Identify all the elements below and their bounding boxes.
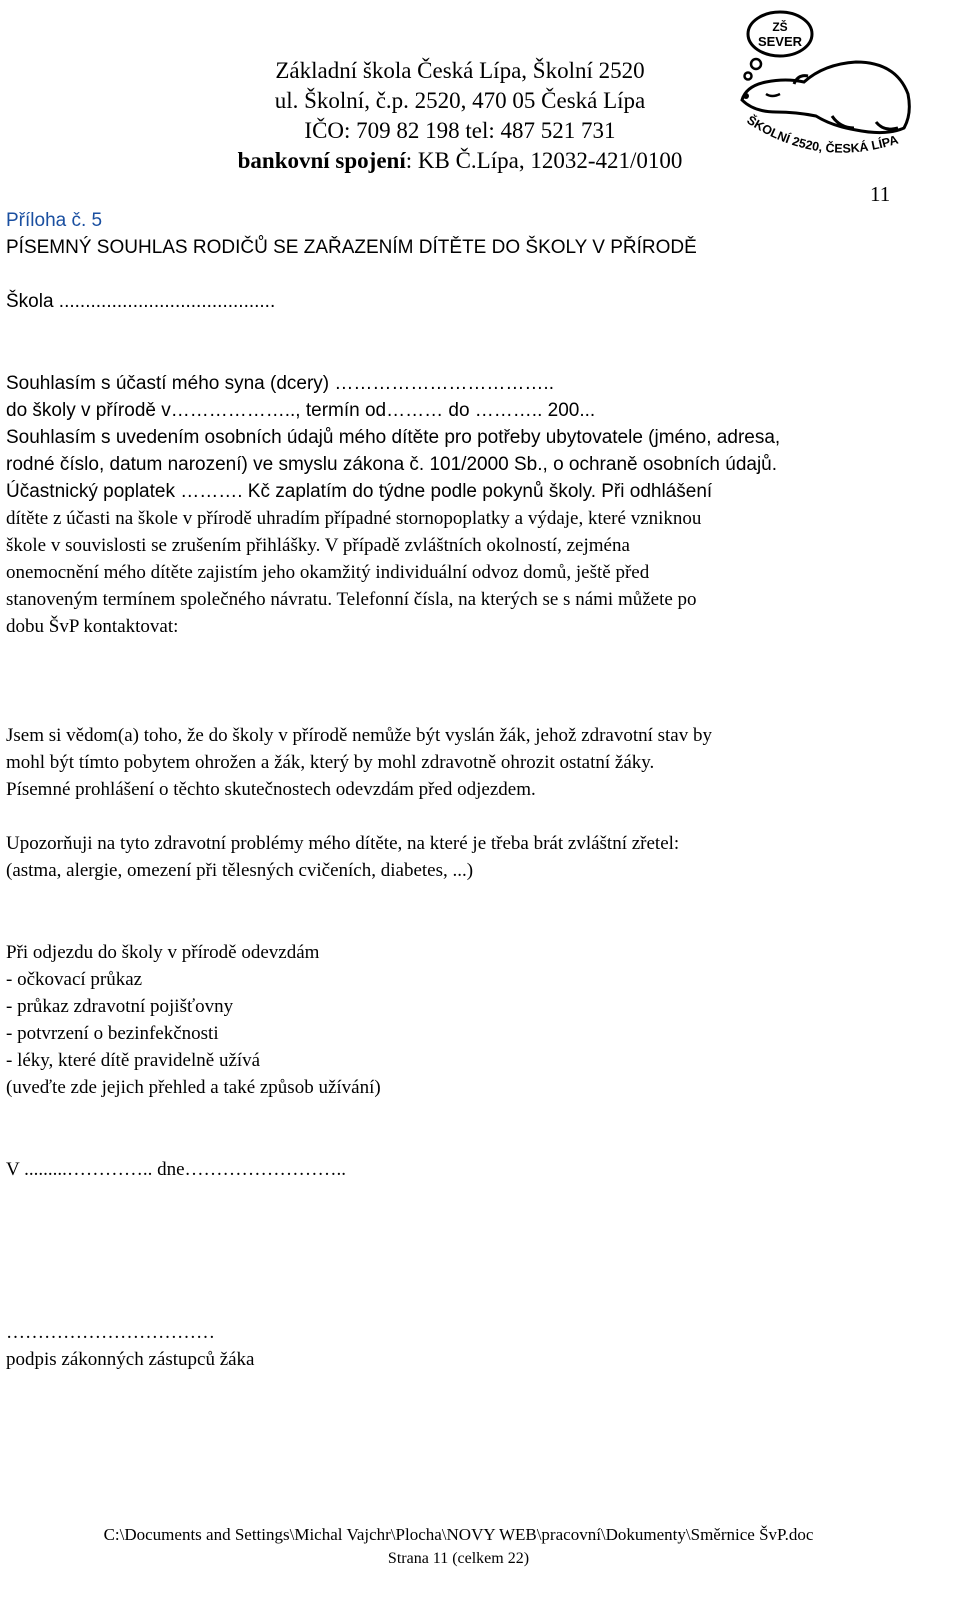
health-statement-line: Písemné prohlášení o těchto skutečnostech odevzdám před odjezdem. — [6, 779, 536, 800]
logo-badge-zs: ZŠ — [772, 20, 788, 34]
departure-item: - potvrzení o bezinfekčnosti — [6, 1023, 219, 1044]
departure-item: - léky, které dítě pravidelně užívá — [6, 1050, 261, 1071]
consent-line: Účastnický poplatek ………. Kč zaplatím do týdne podle pokynů školy. Při odhlášení — [6, 481, 713, 502]
consent-paragraph — [6, 370, 780, 640]
consent-line: škole v souvislosti se zrušením přihlášky. V případě zvláštních okolností, zejména — [6, 535, 630, 556]
attachment-title: PÍSEMNÝ SOUHLAS RODIČŮ SE ZAŘAZENÍM DÍTĚTE DO ŠKOLY V PŘÍRODĚ — [6, 237, 697, 258]
departure-list — [6, 939, 381, 1101]
departure-item: - očkovací průkaz — [6, 969, 143, 990]
bank-value: : KB Č.Lípa, 12032-421/0100 — [405, 148, 683, 173]
logo-badge-sever: SEVER — [757, 34, 803, 49]
polar-bear-icon — [736, 4, 916, 172]
attachment-label: Příloha č. 5 — [6, 210, 103, 231]
header-line-name: Základní škola Česká Lípa, Školní 2520 — [275, 58, 645, 83]
health-problems-line: (astma, alergie, omezení při tělesných cvičeních, diabetes, ...) — [6, 860, 474, 881]
departure-heading: Při odjezdu do školy v přírodě odevzdám — [6, 942, 320, 963]
bank-label: bankovní spojení — [237, 148, 406, 173]
consent-line: Souhlasím s účastí mého syna (dcery) …………………………….. — [6, 373, 554, 394]
place-date-field: V .........………….. dne…………………….. — [6, 1159, 347, 1180]
signature-dots: …………………………… — [6, 1322, 215, 1343]
consent-line: dobu ŠvP kontaktovat: — [6, 616, 179, 637]
signature-label: podpis zákonných zástupců žáka — [6, 1349, 255, 1370]
consent-line: dítěte z účasti na škole v přírodě uhradím případné stornopoplatky a výdaje, které vzniknou — [6, 508, 702, 529]
footer-path: C:\Documents and Settings\Michal Vajchr\Plocha\NOVY WEB\pracovní\Dokumenty\Směrnice ŠvP.doc — [103, 1525, 814, 1544]
consent-line: do školy v přírodě v……………….., termín od……… do ……….. 200... — [6, 400, 596, 421]
health-statement — [6, 722, 712, 803]
consent-line: Souhlasím s uvedením osobních údajů mého dítěte pro potřeby ubytovatele (jméno, adresa, — [6, 427, 781, 448]
footer-page: Strana 11 (celkem 22) — [387, 1550, 530, 1567]
departure-note: (uveďte zde jejich přehled a také způsob užívání) — [6, 1077, 381, 1098]
health-problems-line: Upozorňuji na tyto zdravotní problémy mého dítěte, na které je třeba brát zvláštní zřetel: — [6, 833, 680, 854]
health-problems — [6, 830, 679, 884]
header-line-ico: IČO: 709 82 198 tel: 487 521 731 — [304, 118, 616, 143]
page-number: 11 — [870, 182, 891, 206]
logo-arc-textpath: ŠKOLNÍ 2520, ČESKÁ LÍPA — [744, 112, 900, 156]
school-field: Škola ......................................... — [6, 291, 276, 312]
school-logo — [736, 4, 916, 172]
consent-line: onemocnění mého dítěte zajistím jeho okamžitý individuální odvoz domů, ještě před — [6, 562, 650, 583]
departure-item: - průkaz zdravotní pojišťovny — [6, 996, 234, 1017]
consent-line: rodné číslo, datum narození) ve smyslu zákona č. 101/2000 Sb., o ochraně osobních údajů. — [6, 454, 778, 475]
header-line-bank — [160, 146, 760, 176]
consent-line: stanoveným termínem společného návratu. Telefonní čísla, na kterých se s námi můžete po — [6, 589, 697, 610]
school-header — [160, 56, 760, 176]
health-statement-line: Jsem si vědom(a) toho, že do školy v přírodě nemůže být vyslán žák, jehož zdravotní stav by — [6, 725, 712, 746]
header-line-address: ul. Školní, č.p. 2520, 470 05 Česká Lípa — [274, 88, 646, 113]
health-statement-line: mohl být tímto pobytem ohrožen a žák, který by mohl zdravotně ohrozit ostatní žáky. — [6, 752, 655, 773]
